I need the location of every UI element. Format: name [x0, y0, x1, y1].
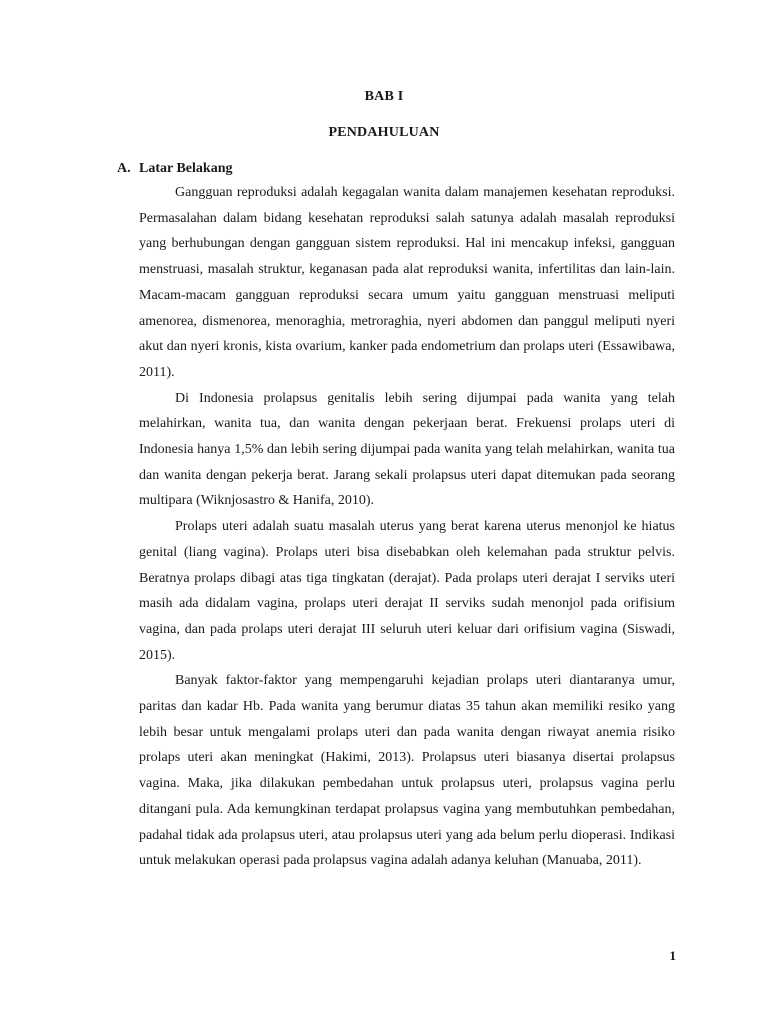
section-number: A. — [117, 161, 131, 176]
page-number: 1 — [669, 948, 676, 963]
paragraph-4: Banyak faktor-faktor yang mempengaruhi kejadian prolaps uteri diantaranya umur, paritas dan kadar Hb. Pada wanita yang berumur diatas 35 tahun akan memiliki resiko yang lebih besar untuk mengalami prolaps uteri dan pada wanita dengan riwayat anemia risiko prolaps uteri akan meningkat (Hakimi, 2013). Prolapsus uteri biasanya disertai prolapsus vagina. Maka, jika dilakukan pembedahan untuk prolapsus uteri, prolapsus vagina perlu ditangani pula. Ada kemungkinan terdapat prolapsus vagina yang membutuhkan pembedahan, padahal tidak ada prolapsus uteri, atau prolapsus uteri yang ada belum perlu dioperasi. Indikasi untuk melakukan operasi pada prolapsus vagina adalah adanya keluhan (Manuaba, 2011). — [139, 673, 675, 869]
section-heading — [117, 161, 232, 177]
section-title: Latar Belakang — [139, 161, 233, 176]
chapter-label: BAB I — [364, 89, 404, 104]
chapter-title: PENDAHULUAN — [328, 125, 440, 140]
paragraph-3: Prolaps uteri adalah suatu masalah uterus yang berat karena uterus menonjol ke hiatus genital (liang vagina). Prolaps uteri bisa disebabkan oleh kelemahan pada struktur pelvis. Beratnya prolaps dibagi atas tiga tingkatan (derajat). Pada prolaps uteri derajat I serviks uteri masih ada didalam vagina, prolaps uteri derajat II serviks sudah menonjol pada orifisium vagina, dan pada prolaps uteri derajat III seluruh uteri keluar dari orifisium vagina (Siswadi, 2015). — [139, 519, 675, 663]
body-text — [139, 180, 675, 874]
paragraph-1: Gangguan reproduksi adalah kegagalan wanita dalam manajemen kesehatan reproduksi. Permasalahan dalam bidang kesehatan reproduksi salah satunya adalah masalah reproduksi yang berhubungan dengan gangguan sistem reproduksi. Hal ini mencakup infeksi, gangguan menstruasi, masalah struktur, keganasan pada alat reproduksi wanita, infertilitas dan lain-lain. Macam-macam gangguan reproduksi secara umum yaitu gangguan menstruasi meliputi amenorea, dismenorea, menoraghia, metroraghia, nyeri abdomen dan panggul meliputi nyeri akut dan nyeri kronis, kista ovarium, kanker pada endometrium dan prolaps uteri (Essawibawa, 2011). — [139, 185, 675, 380]
paragraph-2: Di Indonesia prolapsus genitalis lebih sering dijumpai pada wanita yang telah melahirkan, wanita tua, dan wanita dengan pekerjaan berat. Frekuensi prolaps uteri di Indonesia hanya 1,5% dan lebih sering dijumpai pada wanita yang telah melahirkan, wanita tua dan wanita dengan pekerja berat. Jarang sekali prolapsus uteri dapat ditemukan pada seorang multipara (Wiknjosastro & Hanifa, 2010). — [139, 390, 675, 509]
